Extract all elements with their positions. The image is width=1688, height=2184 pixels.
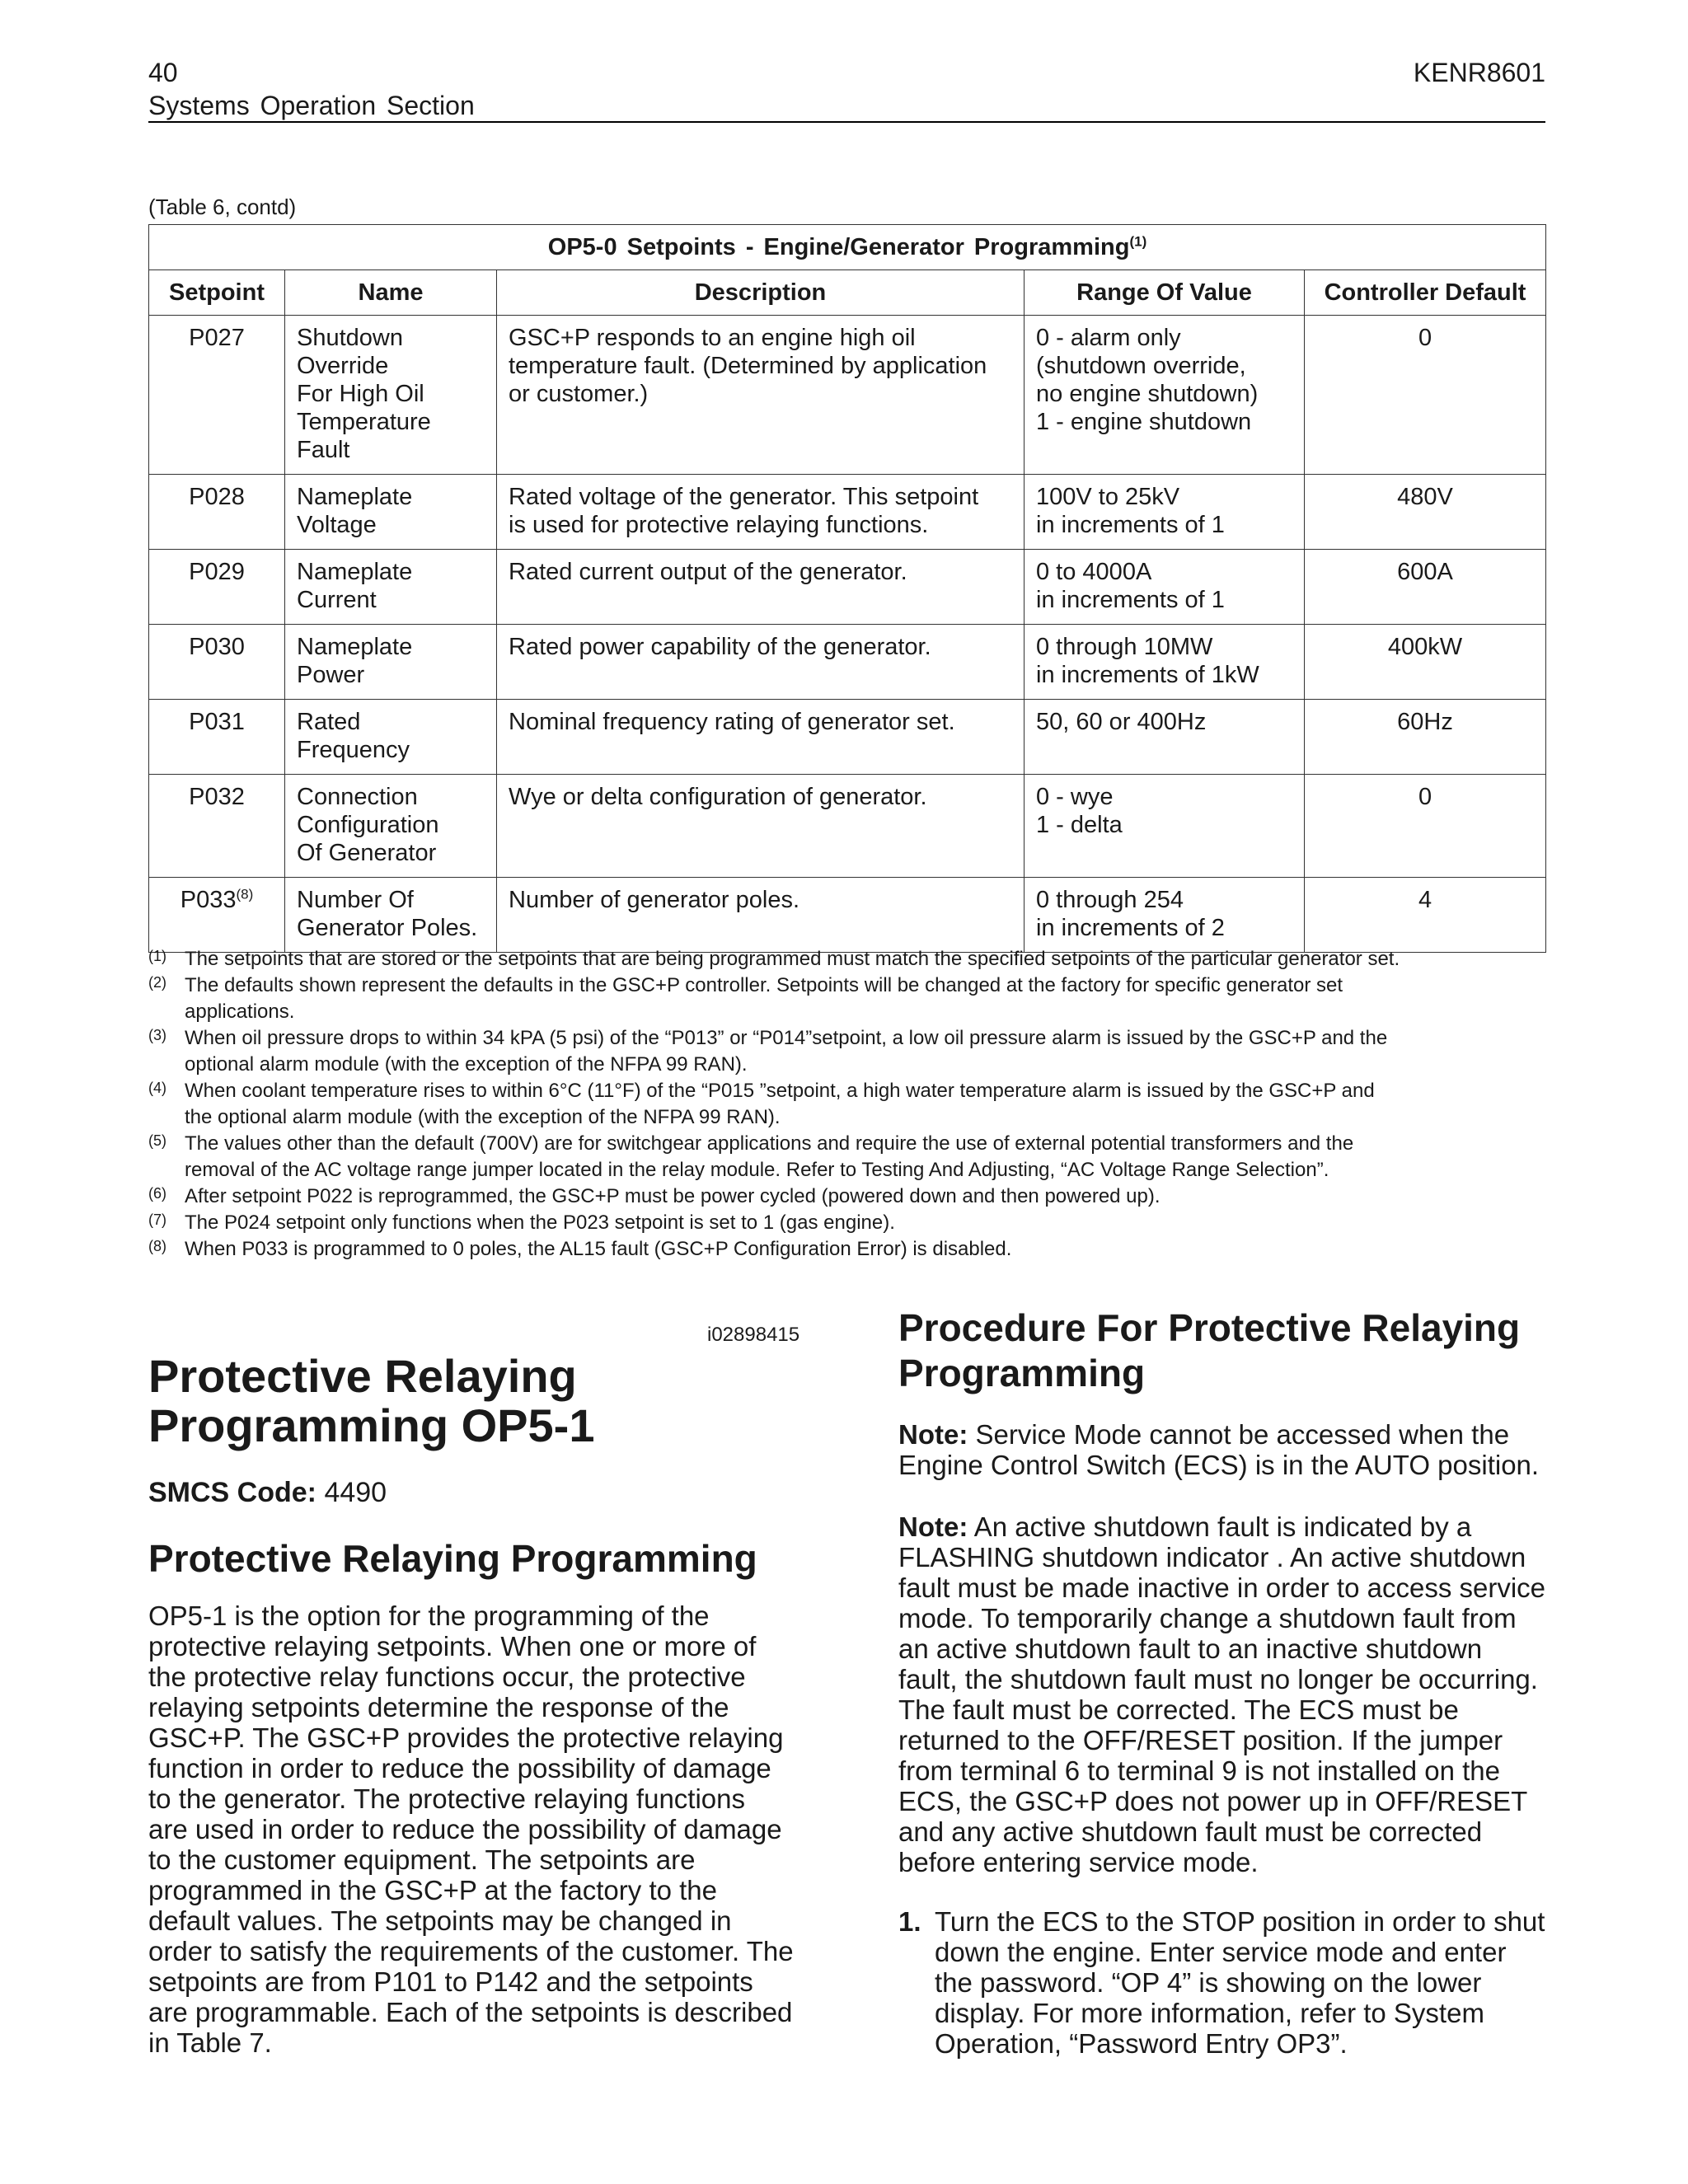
table-row <box>149 316 1546 475</box>
cell-description: GSC+P responds to an engine high oil temperature fault. (Determined by application or customer.) <box>497 316 1025 475</box>
main-heading: Protective Relaying Programming OP5-1 <box>148 1350 595 1451</box>
step-number: 1. <box>898 1906 921 1937</box>
footnote-text: When oil pressure drops to within 34 kPA (5 psi) of the “P013” or “P014”setpoint, a low oil pressure alarm is issued by the GSC+P and the optional alarm module (with the exception of the NFPA 99 RAN). <box>185 1027 1388 1076</box>
body-paragraph-left: OP5-1 is the option for the programming of the protective relaying setpoints. When one or more of the protective relay functions occur, the protective relaying setpoints determine the response of the GSC+P. The GSC+P provides the protective relaying function in order to reduce the possibility of damage to the generator. The protective relaying functions are used in order to reduce the possibility of damage to the customer equipment. The setpoints are programmed in the GSC+P at the factory to the default values. The setpoints may be changed in order to satisfy the requirements of the customer. The setpoints are from P101 to P142 and the setpoints are programmable. Each of the setpoints is described in Table 7. <box>148 1601 794 2058</box>
cell-range: 0 through 10MW in increments of 1kW <box>1025 625 1305 700</box>
note-label: Note: <box>898 1419 968 1450</box>
cell-setpoint: P030 <box>149 625 285 700</box>
cell-range: 50, 60 or 400Hz <box>1025 700 1305 775</box>
cell-setpoint: P028 <box>149 475 285 550</box>
cell-range: 100V to 25kV in increments of 1 <box>1025 475 1305 550</box>
header-rule <box>148 121 1545 123</box>
col-header-default: Controller Default <box>1305 270 1546 316</box>
cell-name: Connection Configuration Of Generator <box>285 775 497 878</box>
footnote-number: (5) <box>148 1132 166 1149</box>
page-header-left <box>148 56 475 122</box>
table-row <box>149 625 1546 700</box>
cell-setpoint: P029 <box>149 550 285 625</box>
note-ecs-auto <box>898 1419 1558 1480</box>
table-title-ref: (1) <box>1129 233 1147 250</box>
smcs-code <box>148 1477 387 1509</box>
table-title-text: OP5-0 Setpoints - Engine/Generator Programming <box>547 234 1130 260</box>
cell-default: 60Hz <box>1305 700 1546 775</box>
cell-setpoint: P031 <box>149 700 285 775</box>
cell-description: Rated current output of the generator. <box>497 550 1025 625</box>
footnote-text: When P033 is programmed to 0 poles, the AL15 fault (GSC+P Configuration Error) is disabled. <box>185 1238 1012 1260</box>
table-row <box>149 775 1546 878</box>
col-header-description: Description <box>497 270 1025 316</box>
cell-range: 0 through 254 in increments of 2 <box>1025 878 1305 953</box>
note-text: Service Mode cannot be accessed when the Engine Control Switch (ECS) is in the AUTO position. <box>898 1419 1540 1480</box>
footnote <box>148 946 1550 972</box>
table-row <box>149 550 1546 625</box>
footnote-text: After setpoint P022 is reprogrammed, the GSC+P must be power cycled (powered down and then powered up). <box>185 1185 1160 1207</box>
cell-default: 400kW <box>1305 625 1546 700</box>
table-title <box>149 225 1546 270</box>
table-caption: (Table 6, contd) <box>148 194 297 219</box>
col-header-setpoint: Setpoint <box>149 270 285 316</box>
cell-setpoint-text: P033 <box>180 887 237 913</box>
footnote <box>148 1236 1550 1263</box>
cell-default: 0 <box>1305 775 1546 878</box>
cell-default: 0 <box>1305 316 1546 475</box>
footnote-text: The defaults shown represent the defaults in the GSC+P controller. Setpoints will be changed at the factory for specific generator set applications. <box>185 974 1343 1023</box>
cell-description: Rated voltage of the generator. This setpoint is used for protective relaying functions. <box>497 475 1025 550</box>
footnote <box>148 972 1550 1025</box>
col-header-range: Range Of Value <box>1025 270 1305 316</box>
page-number: 40 <box>148 58 178 87</box>
note-text: An active shutdown fault is indicated by a FLASHING shutdown indicator . An active shutdown fault must be made inactive in order to access service mode. To temporarily change a shutdown fault from an active shutdown fault to an inactive shutdown fault, the shutdown fault must no longer be occurring. The fault must be corrected. The ECS must be returned to the OFF/RESET position. If the jumper from terminal 6 to terminal 9 is not installed on the ECS, the GSC+P does not power up in OFF/RESET and any active shutdown fault must be corrected before entering service mode. <box>898 1511 1546 1877</box>
document-id: i02898415 <box>707 1324 800 1346</box>
table-row <box>149 878 1546 953</box>
cell-range: 0 - wye 1 - delta <box>1025 775 1305 878</box>
cell-name: Nameplate Voltage <box>285 475 497 550</box>
note-shutdown-fault <box>898 1511 1558 1877</box>
cell-description: Wye or delta configuration of generator. <box>497 775 1025 878</box>
table-row <box>149 475 1546 550</box>
cell-setpoint-ref: (8) <box>236 886 254 902</box>
footnote <box>148 1210 1550 1236</box>
footnote-number: (1) <box>148 948 166 964</box>
footnote <box>148 1025 1550 1078</box>
footnote-number: (4) <box>148 1080 166 1096</box>
smcs-value: 4490 <box>324 1477 387 1508</box>
section-title: Systems Operation Section <box>148 91 475 120</box>
cell-description: Number of generator poles. <box>497 878 1025 953</box>
cell-setpoint: P027 <box>149 316 285 475</box>
footnote-text: The setpoints that are stored or the setpoints that are being programmed must match the specified setpoints of the particular generator set. <box>185 948 1400 970</box>
cell-name: Nameplate Power <box>285 625 497 700</box>
footnote-number: (8) <box>148 1238 166 1254</box>
cell-range: 0 - alarm only (shutdown override, no engine shutdown) 1 - engine shutdown <box>1025 316 1305 475</box>
smcs-label: SMCS Code: <box>148 1477 316 1508</box>
footnote <box>148 1131 1550 1183</box>
footnote-number: (7) <box>148 1212 166 1228</box>
subheading-right: Procedure For Protective Relaying Programming <box>898 1306 1521 1394</box>
setpoints-table <box>148 224 1546 953</box>
footnote-number: (2) <box>148 974 166 991</box>
cell-description: Rated power capability of the generator. <box>497 625 1025 700</box>
subheading-left: Protective Relaying Programming <box>148 1537 757 1580</box>
procedure-step <box>898 1906 1558 2059</box>
cell-range: 0 to 4000A in increments of 1 <box>1025 550 1305 625</box>
footnote-text: The values other than the default (700V) are for switchgear applications and require the use of external potential transformers and the removal of the AC voltage range jumper located in the relay module. Refer to Testing And Adjusting, “AC Voltage Range Selection”. <box>185 1132 1354 1181</box>
footnotes <box>148 946 1550 1263</box>
doc-code: KENR8601 <box>1413 58 1545 87</box>
col-header-name: Name <box>285 270 497 316</box>
footnote-number: (6) <box>148 1185 166 1202</box>
footnote-text: The P024 setpoint only functions when the P023 setpoint is set to 1 (gas engine). <box>185 1212 895 1234</box>
footnote-number: (3) <box>148 1027 166 1043</box>
step-text: Turn the ECS to the STOP position in order to shut down the engine. Enter service mode and enter the password. “OP 4” is showing on the lower display. For more information, refer to System Operation, “Password Entry OP3”. <box>935 1906 1545 2059</box>
note-label: Note: <box>898 1511 968 1542</box>
cell-default: 480V <box>1305 475 1546 550</box>
footnote <box>148 1078 1550 1131</box>
cell-name: Shutdown Override For High Oil Temperature Fault <box>285 316 497 475</box>
cell-default: 4 <box>1305 878 1546 953</box>
cell-setpoint: P032 <box>149 775 285 878</box>
cell-name: Nameplate Current <box>285 550 497 625</box>
cell-default: 600A <box>1305 550 1546 625</box>
footnote <box>148 1183 1550 1210</box>
footnote-text: When coolant temperature rises to within 6°C (11°F) of the “P015 ”setpoint, a high water temperature alarm is issued by the GSC+P and the optional alarm module (with the exception of the NFPA 99 RAN). <box>185 1080 1375 1128</box>
cell-description: Nominal frequency rating of generator set. <box>497 700 1025 775</box>
table-row <box>149 700 1546 775</box>
cell-setpoint <box>149 878 285 953</box>
cell-name: Number Of Generator Poles. <box>285 878 497 953</box>
cell-name: Rated Frequency <box>285 700 497 775</box>
